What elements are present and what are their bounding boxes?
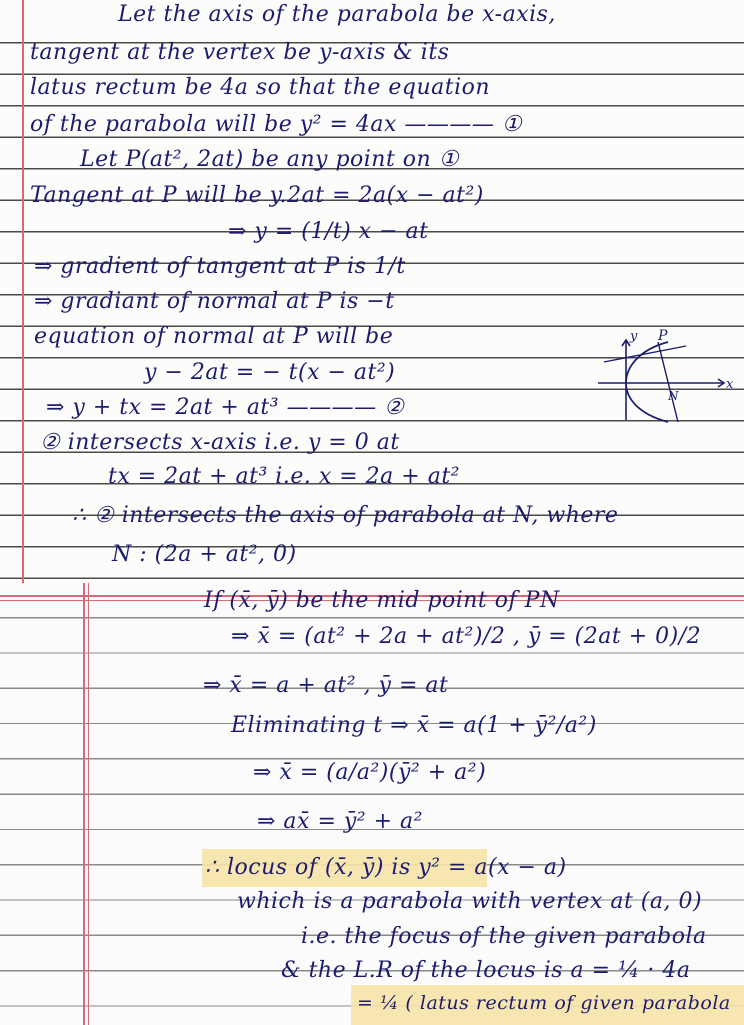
text-line-p2-2: ⇒ x̄ = (at² + 2a + at²)/2 , ȳ = (2at + 0)/2 xyxy=(231,624,702,649)
margin-line-left xyxy=(83,583,85,1025)
text-line-10: equation of normal at P will be xyxy=(34,324,394,349)
text-line-3: latus rectum be 4a so that the equation xyxy=(30,75,491,100)
text-line-15: ∴ ② intersects the axis of parabola at N, where xyxy=(72,503,619,528)
text-line-7: ⇒ y = (1/t) x − at xyxy=(228,219,429,244)
text-line-p2-8: which is a parabola with vertex at (a, 0) xyxy=(237,889,703,914)
text-line-p2-4: Eliminating t ⇒ x̄ = a(1 + ȳ²/a²) xyxy=(231,713,597,738)
text-line-p2-3: ⇒ x̄ = a + at² , ȳ = at xyxy=(203,673,449,698)
text-line-14: tx = 2at + at³ i.e. x = 2a + at² xyxy=(108,464,460,489)
parabola-diagram xyxy=(596,328,736,424)
tangent-line xyxy=(604,346,686,362)
text-line-2: tangent at the vertex be y-axis & its xyxy=(30,40,450,65)
text-line-12: ⇒ y + tx = 2at + at³ ———— ② xyxy=(46,395,405,420)
text-line-5: Let P(at², 2at) be any point on ① xyxy=(80,147,459,172)
margin-line-left-2 xyxy=(88,583,89,1025)
text-line-p2-1: If (x̄, ȳ) be the mid point of PN xyxy=(204,588,560,613)
text-line-4: of the parabola will be y² = 4ax ———— ① xyxy=(30,112,523,137)
margin-line xyxy=(22,0,24,583)
text-line-13: ② intersects x-axis i.e. y = 0 at xyxy=(40,430,400,455)
normal-line xyxy=(658,342,678,422)
diagram-n-label: N xyxy=(668,389,679,403)
text-line-p2-11: = ¼ ( latus rectum of given parabola xyxy=(357,992,731,1014)
text-line-9: ⇒ gradiant of normal at P is −t xyxy=(34,289,395,314)
text-line-6: Tangent at P will be y.2at = 2a(x − at²) xyxy=(30,183,484,208)
text-line-p2-9: i.e. the focus of the given parabola xyxy=(301,924,707,949)
diagram-y-label: y xyxy=(630,329,638,344)
text-line-p2-7: ∴ locus of (x̄, ȳ) is y² = a(x − a) xyxy=(205,855,567,880)
text-line-8: ⇒ gradient of tangent at P is 1/t xyxy=(34,254,406,279)
text-line-1: Let the axis of the parabola be x-axis, xyxy=(118,2,556,27)
text-line-p2-5: ⇒ x̄ = (a/a²)(ȳ² + a²) xyxy=(253,760,487,785)
text-line-16: N : (2a + at², 0) xyxy=(112,542,297,567)
text-line-p2-6: ⇒ ax̄ = ȳ² + a² xyxy=(257,809,423,834)
text-line-p2-10: & the L.R of the locus is a = ¼ · 4a xyxy=(281,958,691,983)
diagram-p-label: P xyxy=(658,328,668,344)
notebook-page-2 xyxy=(0,583,744,1025)
diagram-x-label: x xyxy=(726,377,734,392)
text-line-11: y − 2at = − t(x − at²) xyxy=(144,360,396,385)
